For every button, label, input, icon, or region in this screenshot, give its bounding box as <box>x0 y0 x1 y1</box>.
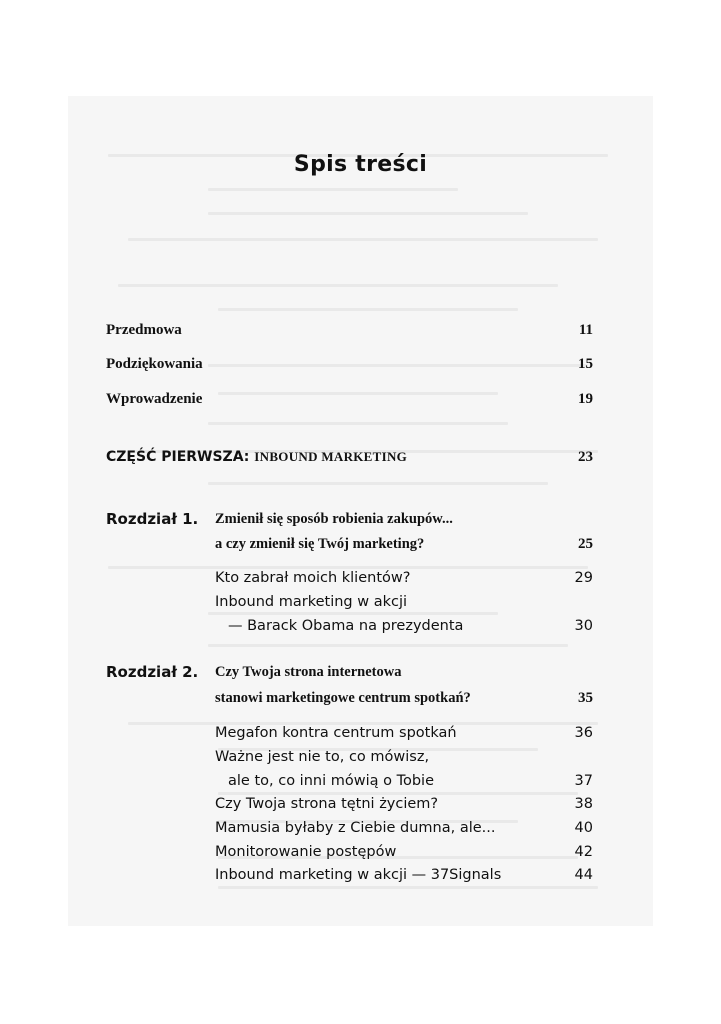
page-title: Spis treści <box>293 152 428 177</box>
chapter-title-line <box>0 664 721 686</box>
toc-page-number: 35 <box>578 690 593 706</box>
toc-entry-label: Podziękowania <box>106 356 203 372</box>
toc-page-number: 37 <box>574 773 593 789</box>
section-title-text: ale to, co inni mówią o Tobie <box>228 773 434 789</box>
chapter-title-line <box>0 536 721 558</box>
toc-entry-preface <box>0 322 721 344</box>
chapter-title-line <box>0 511 721 533</box>
section-title-text: Monitorowanie postępów <box>215 844 397 860</box>
toc-page-number: 42 <box>574 844 593 860</box>
toc-entry-label: Wprowadzenie <box>106 391 203 407</box>
toc-page-number: 36 <box>574 725 593 741</box>
chapter-title-text: Czy Twoja strona internetowa <box>215 664 402 680</box>
toc-page-number: 30 <box>574 618 593 634</box>
chapter-title-text: Zmienił się sposób robienia zakupów... <box>215 511 453 527</box>
toc-section-entry <box>0 725 721 747</box>
toc-section-entry <box>0 844 721 866</box>
toc-section-entry <box>0 749 721 771</box>
toc-entry-label: Przedmowa <box>106 322 182 338</box>
toc-section-entry <box>0 594 721 616</box>
toc-page-number: 19 <box>578 391 593 407</box>
toc-page-number: 11 <box>578 322 593 338</box>
section-title-text: Kto zabrał moich klientów? <box>215 570 411 586</box>
chapter-title-text: stanowi marketingowe centrum spotkań? <box>215 690 471 706</box>
toc-page-number: 15 <box>578 356 593 372</box>
section-title-text: Ważne jest nie to, co mówisz, <box>215 749 430 765</box>
toc-section-entry <box>0 796 721 818</box>
part-prefix: CZĘŚĆ PIERWSZA: <box>106 449 250 465</box>
chapter-title-text: a czy zmienił się Twój marketing? <box>215 536 425 552</box>
section-title-text: — Barack Obama na prezydenta <box>228 618 464 634</box>
section-title-text: Mamusia byłaby z Ciebie dumna, ale... <box>215 820 496 836</box>
toc-page-number: 40 <box>574 820 593 836</box>
toc-page-number: 29 <box>574 570 593 586</box>
toc-entry-acknowledgements <box>0 356 721 378</box>
toc-section-entry <box>0 570 721 592</box>
section-title-text: Czy Twoja strona tętni życiem? <box>215 796 439 812</box>
toc-section-entry <box>0 867 721 889</box>
part-heading <box>106 449 407 465</box>
section-title-text: Inbound marketing w akcji — 37Signals <box>215 867 502 883</box>
toc-section-entry <box>0 820 721 842</box>
toc-part-one <box>0 449 721 471</box>
chapter-label: Rozdział 2. <box>106 663 199 681</box>
section-title-text: Megafon kontra centrum spotkań <box>215 725 457 741</box>
toc-section-entry-continued <box>0 618 721 640</box>
chapter-title-line <box>0 690 721 712</box>
toc-page-number: 25 <box>578 536 593 552</box>
part-name: INBOUND MARKETING <box>254 449 408 464</box>
toc-section-entry-continued <box>0 773 721 795</box>
section-title-text: Inbound marketing w akcji <box>215 594 408 610</box>
toc-page-number: 44 <box>574 867 593 883</box>
toc-page-number: 38 <box>574 796 593 812</box>
toc-entry-introduction <box>0 391 721 413</box>
toc-page-number: 23 <box>578 449 593 465</box>
chapter-label: Rozdział 1. <box>106 510 199 528</box>
